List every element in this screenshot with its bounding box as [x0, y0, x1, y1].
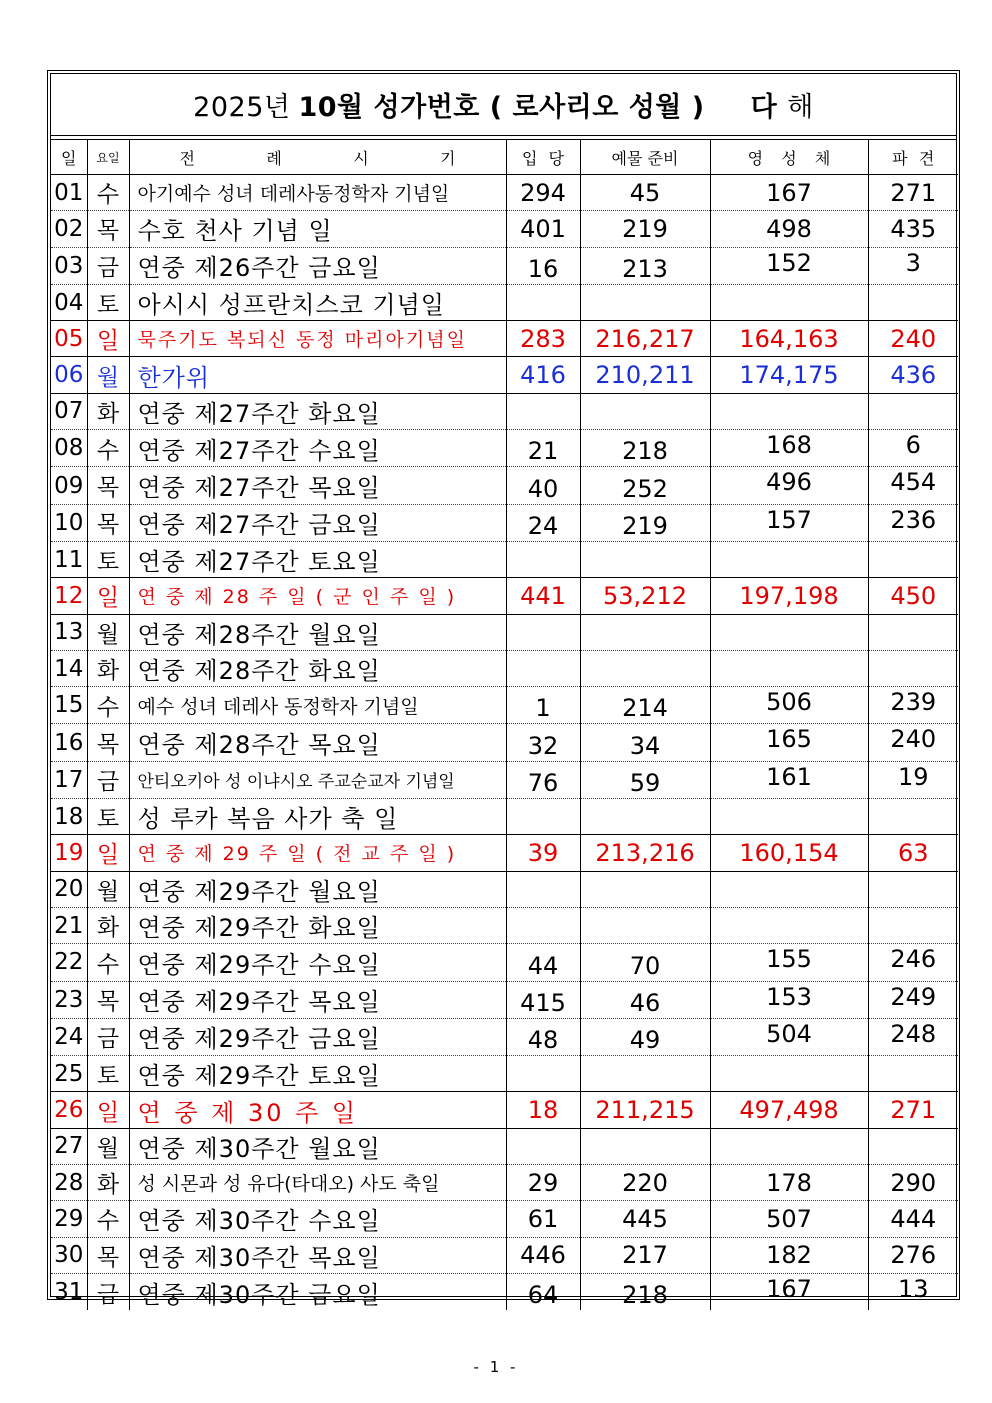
schedule-inner-frame [50, 73, 957, 1310]
liturgy-cell: 연중 제29주간 화요일 [129, 907, 506, 943]
offertory-cell [580, 1056, 710, 1092]
liturgy-cell: 예수 성녀 데레사 동정학자 기념일 [129, 687, 506, 724]
offertory-cell: 70 [580, 944, 710, 981]
day-cell: 11 [51, 541, 87, 577]
dismissal-cell: 454 [868, 467, 958, 504]
liturgy-cell: 연중 제27주간 목요일 [129, 467, 506, 504]
entrance-cell: 283 [506, 321, 580, 357]
dow-cell: 토 [87, 799, 129, 835]
offertory-cell [580, 871, 710, 907]
dismissal-cell [868, 541, 958, 577]
dow-cell: 금 [87, 1018, 129, 1055]
communion-cell [710, 284, 868, 320]
header-offertory: 예물 준비 [580, 140, 710, 175]
dow-cell: 토 [87, 541, 129, 577]
communion-cell: 161 [710, 761, 868, 798]
dismissal-cell: 13 [897, 1274, 929, 1303]
communion-cell: 178 [710, 1165, 868, 1201]
dow-cell: 월 [87, 1128, 129, 1164]
communion-cell: 160,154 [710, 835, 868, 871]
communion-cell: 498 [710, 211, 868, 247]
day-cell: 21 [51, 907, 87, 943]
communion-cell [710, 871, 868, 907]
day-cell: 26 [51, 1092, 87, 1128]
entrance-cell [506, 1056, 580, 1092]
entrance-cell [506, 284, 580, 320]
liturgy-cell: 묵주기도 복되신 동정 마리아기념일 [129, 321, 506, 357]
dow-cell: 수 [87, 687, 129, 724]
table-row [51, 430, 958, 467]
liturgy-cell: 연중 제29주간 월요일 [129, 871, 506, 907]
dismissal-cell: 444 [868, 1201, 958, 1237]
communion-cell: 152 [710, 247, 868, 284]
entrance-cell: 61 [506, 1201, 580, 1237]
day-cell: 31 [51, 1273, 87, 1310]
entrance-cell: 21 [506, 430, 580, 467]
communion-cell [710, 541, 868, 577]
entrance-cell [506, 871, 580, 907]
dismissal-cell [868, 871, 958, 907]
liturgy-cell: 연중 제27주간 금요일 [129, 504, 506, 541]
communion-cell: 497,498 [710, 1092, 868, 1128]
liturgy-cell: 연중 제28주간 월요일 [129, 614, 506, 650]
dismissal-cell: 271 [868, 175, 958, 211]
table-row [51, 1018, 958, 1055]
offertory-cell [580, 1128, 710, 1164]
offertory-cell: 45 [580, 175, 710, 211]
day-cell: 25 [51, 1056, 87, 1092]
liturgy-cell: 연 중 제 28 주 일 ( 군 인 주 일 ) [129, 578, 506, 614]
entrance-cell: 40 [506, 467, 580, 504]
dismissal-cell: 276 [868, 1237, 958, 1273]
liturgy-cell: 연중 제29주간 토요일 [129, 1056, 506, 1092]
dismissal-cell [868, 907, 958, 943]
offertory-cell: 216,217 [580, 321, 710, 357]
communion-cell: 164,163 [710, 321, 868, 357]
entrance-cell: 44 [506, 944, 580, 981]
entrance-cell: 48 [506, 1018, 580, 1055]
dow-cell: 금 [87, 1273, 129, 1310]
communion-cell [710, 650, 868, 686]
table-row [51, 1237, 958, 1273]
header-dismissal: 파 견 [868, 140, 958, 175]
communion-cell: 153 [710, 981, 868, 1018]
dismissal-cell: 239 [868, 687, 958, 724]
table-row [51, 578, 958, 614]
dismissal-cell: 436 [868, 357, 958, 393]
day-cell: 17 [51, 761, 87, 798]
liturgy-cell: 아기예수 성녀 데레사동정학자 기념일 [129, 175, 506, 211]
liturgy-cell: 성 루카 복음 사가 축 일 [129, 799, 506, 835]
header-dow: 요일 [87, 140, 129, 175]
day-cell: 24 [51, 1018, 87, 1055]
day-cell: 18 [51, 799, 87, 835]
communion-cell: 157 [710, 504, 868, 541]
dow-cell: 토 [87, 1056, 129, 1092]
liturgy-cell: 연중 제29주간 수요일 [129, 944, 506, 981]
communion-cell: 155 [710, 944, 868, 981]
dow-cell: 월 [87, 357, 129, 393]
dismissal-cell [868, 1056, 958, 1092]
dismissal-cell [868, 799, 958, 835]
dow-cell: 목 [87, 724, 129, 761]
offertory-cell: 46 [580, 981, 710, 1018]
hymn-schedule-table [51, 140, 958, 1310]
offertory-cell [580, 541, 710, 577]
communion-cell [710, 1128, 868, 1164]
dow-cell: 월 [87, 871, 129, 907]
offertory-cell: 220 [580, 1165, 710, 1201]
communion-cell [710, 1056, 868, 1092]
offertory-cell: 211,215 [580, 1092, 710, 1128]
offertory-cell: 219 [580, 211, 710, 247]
day-cell: 10 [51, 504, 87, 541]
communion-cell: 506 [710, 687, 868, 724]
day-cell: 05 [51, 321, 87, 357]
communion-cell: 496 [710, 467, 868, 504]
entrance-cell: 16 [506, 247, 580, 284]
offertory-cell: 218 [580, 1273, 710, 1310]
dow-cell: 수 [87, 430, 129, 467]
dow-cell: 금 [87, 247, 129, 284]
communion-cell: 168 [710, 430, 868, 467]
liturgy-cell: 안티오키아 성 이냐시오 주교순교자 기념일 [129, 761, 506, 798]
dow-cell: 목 [87, 1237, 129, 1273]
dow-cell: 금 [87, 761, 129, 798]
offertory-cell: 49 [580, 1018, 710, 1055]
dismissal-cell [868, 650, 958, 686]
offertory-cell: 213 [580, 247, 710, 284]
table-row [51, 211, 958, 247]
day-cell: 08 [51, 430, 87, 467]
dismissal-cell: 240 [868, 321, 958, 357]
page-title [51, 74, 956, 134]
entrance-cell: 76 [506, 761, 580, 798]
communion-cell: 182 [710, 1237, 868, 1273]
dow-cell: 일 [87, 321, 129, 357]
offertory-cell: 34 [580, 724, 710, 761]
table-row [51, 1201, 958, 1237]
table-row [51, 981, 958, 1018]
offertory-cell [580, 907, 710, 943]
page-number: - 1 - [473, 1358, 519, 1376]
dismissal-cell: 3 [868, 247, 958, 284]
table-row [51, 247, 958, 284]
dismissal-cell: 6 [868, 430, 958, 467]
table-row [51, 1056, 958, 1092]
entrance-cell: 32 [506, 724, 580, 761]
title-cycle: 다 [750, 91, 778, 123]
table-row [51, 467, 958, 504]
liturgy-cell: 연중 제30주간 목요일 [129, 1237, 506, 1273]
liturgy-cell: 연중 제28주간 목요일 [129, 724, 506, 761]
table-row [51, 871, 958, 907]
dow-cell: 화 [87, 393, 129, 429]
offertory-cell: 445 [580, 1201, 710, 1237]
entrance-cell: 401 [506, 211, 580, 247]
entrance-cell: 446 [506, 1237, 580, 1273]
communion-cell [710, 393, 868, 429]
communion-cell: 167 [710, 175, 868, 211]
liturgy-cell: 연중 제30주간 금요일 [129, 1273, 506, 1310]
table-row [51, 284, 958, 320]
entrance-cell: 18 [506, 1092, 580, 1128]
liturgy-cell: 성 시몬과 성 유다(타대오) 사도 축일 [129, 1165, 506, 1201]
day-cell: 19 [51, 835, 87, 871]
offertory-cell: 218 [580, 430, 710, 467]
dow-cell: 수 [87, 1201, 129, 1237]
dow-cell: 목 [87, 211, 129, 247]
table-row [51, 1092, 958, 1128]
dismissal-cell: 63 [868, 835, 958, 871]
table-row [51, 724, 958, 761]
day-cell: 13 [51, 614, 87, 650]
dismissal-cell: 236 [868, 504, 958, 541]
day-cell: 15 [51, 687, 87, 724]
dow-cell: 수 [87, 944, 129, 981]
entrance-cell: 24 [506, 504, 580, 541]
dow-cell: 화 [87, 907, 129, 943]
dismissal-cell [868, 393, 958, 429]
communion-cell [710, 614, 868, 650]
entrance-cell [506, 907, 580, 943]
day-cell: 06 [51, 357, 87, 393]
day-cell: 01 [51, 175, 87, 211]
dismissal-cell: 240 [868, 724, 958, 761]
dow-cell: 일 [87, 1092, 129, 1128]
day-cell: 30 [51, 1237, 87, 1273]
day-cell: 02 [51, 211, 87, 247]
day-cell: 07 [51, 393, 87, 429]
offertory-cell: 219 [580, 504, 710, 541]
communion-cell: 504 [710, 1018, 868, 1055]
day-cell: 04 [51, 284, 87, 320]
liturgy-cell: 연중 제27주간 수요일 [129, 430, 506, 467]
dismissal-cell [868, 284, 958, 320]
offertory-cell [580, 799, 710, 835]
day-cell: 29 [51, 1201, 87, 1237]
entrance-cell [506, 1128, 580, 1164]
communion-cell [710, 907, 868, 943]
table-row [51, 321, 958, 357]
liturgy-cell: 수호 천사 기념 일 [129, 211, 506, 247]
dismissal-cell: 290 [868, 1165, 958, 1201]
table-row [51, 504, 958, 541]
liturgy-cell: 연중 제27주간 화요일 [129, 393, 506, 429]
entrance-cell: 1 [506, 687, 580, 724]
title-cycle-suffix: 해 [787, 91, 814, 123]
dismissal-cell: 249 [868, 981, 958, 1018]
day-cell: 28 [51, 1165, 87, 1201]
offertory-cell: 217 [580, 1237, 710, 1273]
offertory-cell: 53,212 [580, 578, 710, 614]
communion-cell: 167 [710, 1273, 868, 1310]
dismissal-cell [868, 614, 958, 650]
entrance-cell [506, 650, 580, 686]
header-entrance: 입 당 [506, 140, 580, 175]
entrance-cell: 39 [506, 835, 580, 871]
offertory-cell: 252 [580, 467, 710, 504]
table-row [51, 1165, 958, 1201]
liturgy-cell: 연중 제27주간 토요일 [129, 541, 506, 577]
dow-cell: 일 [87, 835, 129, 871]
header-communion: 영 성 체 [710, 140, 868, 175]
dismissal-cell: 271 [868, 1092, 958, 1128]
day-cell: 03 [51, 247, 87, 284]
day-cell: 14 [51, 650, 87, 686]
dow-cell: 토 [87, 284, 129, 320]
dow-cell: 목 [87, 504, 129, 541]
table-row [51, 944, 958, 981]
dismissal-cell: 248 [868, 1018, 958, 1055]
table-row [51, 614, 958, 650]
table-row [51, 393, 958, 429]
offertory-cell: 214 [580, 687, 710, 724]
dismissal-cell: 19 [868, 761, 958, 798]
table-row [51, 357, 958, 393]
title-main: 10월 성가번호 ( 로사리오 성월 ) [298, 91, 705, 123]
offertory-cell [580, 393, 710, 429]
day-cell: 12 [51, 578, 87, 614]
dismissal-cell: 246 [868, 944, 958, 981]
table-row [51, 1128, 958, 1164]
dow-cell: 수 [87, 175, 129, 211]
liturgy-cell: 연중 제26주간 금요일 [129, 247, 506, 284]
dow-cell: 목 [87, 467, 129, 504]
table-row [51, 799, 958, 835]
communion-cell: 507 [710, 1201, 868, 1237]
day-cell: 22 [51, 944, 87, 981]
table-row [51, 761, 958, 798]
communion-cell: 165 [710, 724, 868, 761]
schedule-frame [47, 70, 960, 1310]
dismissal-cell: 435 [868, 211, 958, 247]
day-cell: 09 [51, 467, 87, 504]
entrance-cell: 415 [506, 981, 580, 1018]
table-row [51, 175, 958, 211]
dow-cell: 목 [87, 981, 129, 1018]
day-cell: 23 [51, 981, 87, 1018]
title-year: 2025년 [193, 91, 291, 123]
liturgy-cell: 한가위 [129, 357, 506, 393]
table-row [51, 650, 958, 686]
liturgy-cell: 연중 제28주간 화요일 [129, 650, 506, 686]
communion-cell [710, 799, 868, 835]
liturgy-cell: 연중 제30주간 수요일 [129, 1201, 506, 1237]
table-row [51, 907, 958, 943]
liturgy-cell: 연중 제29주간 목요일 [129, 981, 506, 1018]
day-cell: 16 [51, 724, 87, 761]
dow-cell: 일 [87, 578, 129, 614]
entrance-cell: 29 [506, 1165, 580, 1201]
day-cell: 20 [51, 871, 87, 907]
header-day: 일 [51, 140, 87, 175]
table-header-row [51, 140, 958, 175]
dismissal-cell [868, 1128, 958, 1164]
entrance-cell [506, 541, 580, 577]
table-row [51, 541, 958, 577]
day-cell: 27 [51, 1128, 87, 1164]
entrance-cell [506, 614, 580, 650]
dow-cell: 화 [87, 1165, 129, 1201]
header-liturgy: 전 례 시 기 [129, 140, 506, 175]
entrance-cell: 64 [506, 1273, 580, 1310]
entrance-cell: 441 [506, 578, 580, 614]
dow-cell: 월 [87, 614, 129, 650]
liturgy-cell: 연 중 제 30 주 일 [129, 1092, 506, 1128]
offertory-cell: 210,211 [580, 357, 710, 393]
entrance-cell: 294 [506, 175, 580, 211]
liturgy-cell: 연중 제30주간 월요일 [129, 1128, 506, 1164]
table-row [51, 835, 958, 871]
offertory-cell [580, 284, 710, 320]
offertory-cell [580, 650, 710, 686]
offertory-cell: 59 [580, 761, 710, 798]
liturgy-cell: 아시시 성프란치스코 기념일 [129, 284, 506, 320]
communion-cell: 197,198 [710, 578, 868, 614]
dow-cell: 화 [87, 650, 129, 686]
liturgy-cell: 연 중 제 29 주 일 ( 전 교 주 일 ) [129, 835, 506, 871]
table-row [51, 687, 958, 724]
entrance-cell [506, 393, 580, 429]
liturgy-cell: 연중 제29주간 금요일 [129, 1018, 506, 1055]
offertory-cell: 213,216 [580, 835, 710, 871]
entrance-cell: 416 [506, 357, 580, 393]
table-row [51, 1273, 958, 1310]
entrance-cell [506, 799, 580, 835]
offertory-cell [580, 614, 710, 650]
communion-cell: 174,175 [710, 357, 868, 393]
dismissal-cell: 450 [868, 578, 958, 614]
